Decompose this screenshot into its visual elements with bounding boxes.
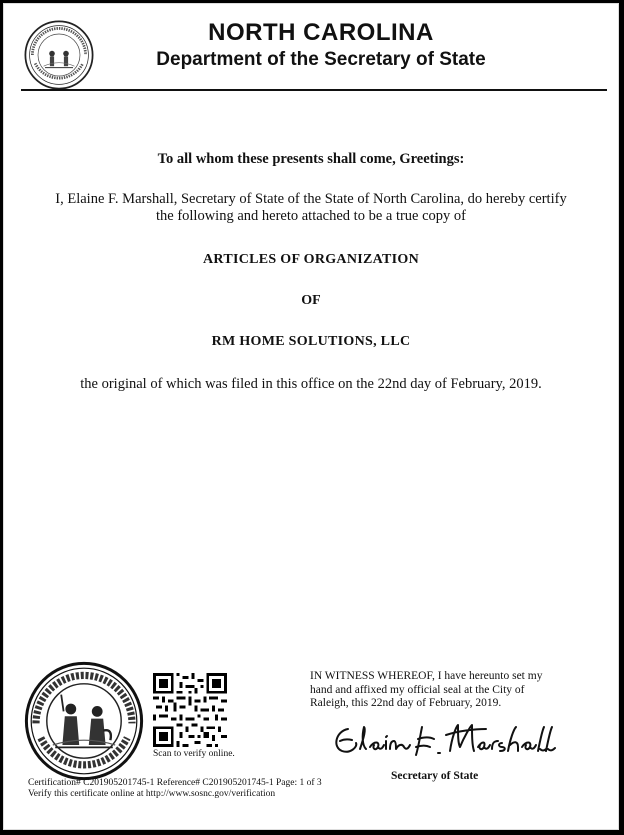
secretary-title: Secretary of State [391,770,479,782]
header-subtitle: Department of the Secretary of State [156,49,486,70]
certify-line-1: I, Elaine F. Marshall, Secretary of State of the State of North Carolina, do hereby certify [55,191,567,207]
witness-line-1: IN WITNESS WHEREOF, I have hereunto set my [310,670,543,682]
certify-line-2: the following and hereto attached to be a true copy of [155,208,467,224]
certification-number: Certification# C201905201745-1 Reference# C201905201745-1 Page: 1 of 3 [28,778,322,788]
signature-image [326,717,556,763]
header-title: NORTH CAROLINA [208,19,434,46]
verification-link[interactable]: Verify this certificate online at http://www.sosnc.gov/verification [28,789,276,799]
header-divider [21,89,607,91]
witness-statement [310,670,542,711]
document-type: ARTICLES OF ORGANIZATION [203,252,419,267]
greeting: To all whom these presents shall come, Greetings: [157,151,465,167]
certification-statement [3,191,619,225]
company-name: RM HOME SOLUTIONS, LLC [211,334,411,349]
state-seal-icon [24,661,144,781]
qr-code-icon[interactable] [153,673,227,747]
of-label: OF [301,293,321,308]
witness-line-2: hand and affixed my official seal at the City of [310,683,525,696]
scan-to-verify-label: Scan to verify online. [153,749,235,759]
certificate-page [3,3,619,830]
filing-statement: the original of which was filed in this office on the 22nd day of February, 2019. [80,376,542,392]
witness-line-3: Raleigh, this 22nd day of February, 2019. [310,697,502,709]
